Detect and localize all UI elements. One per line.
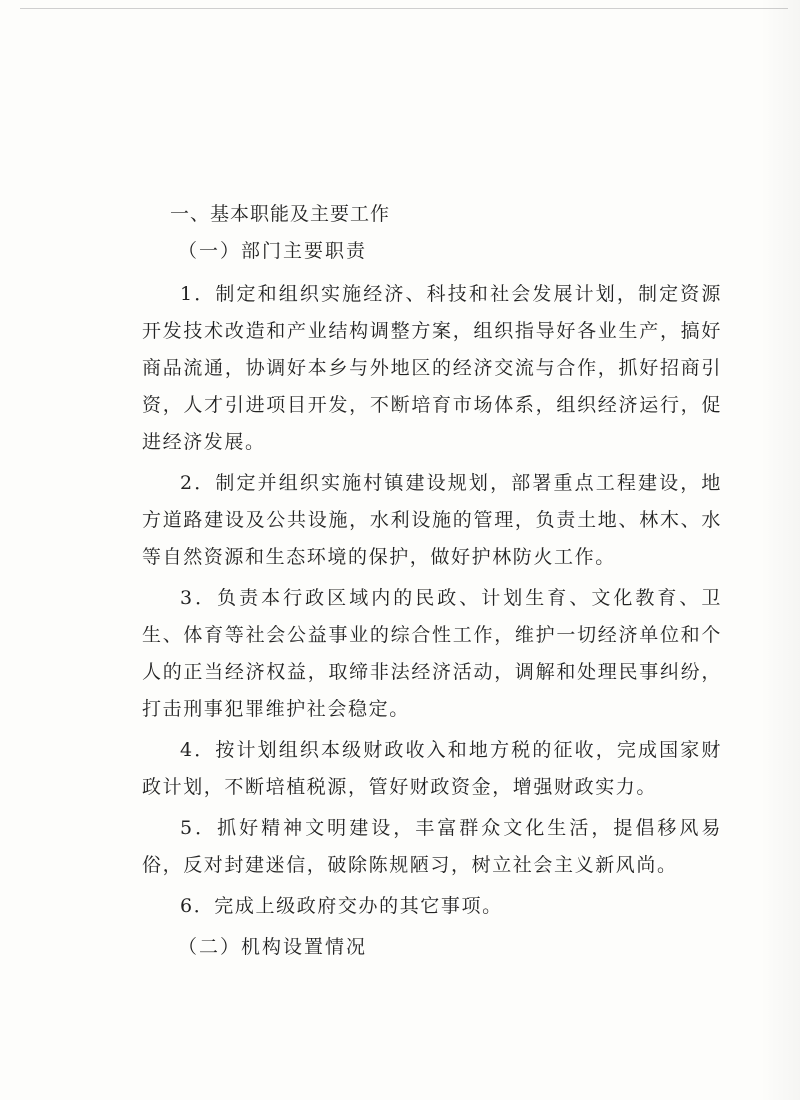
duty-paragraph-2: 2．制定并组织实施村镇建设规划，部署重点工程建设，地方道路建设及公共设施，水利设施的管理，负责土地、林木、水等自然资源和生态环境的保护，做好护林防火工作。 — [142, 472, 722, 568]
duty-paragraph-6: 6．完成上级政府交办的其它事项。 — [180, 895, 503, 917]
scan-edge-shadow — [760, 0, 800, 1100]
document-body — [142, 198, 722, 963]
subsection-heading-duties: （一）部门主要职责 — [178, 240, 368, 262]
scan-top-edge — [20, 8, 788, 9]
duty-paragraph-5: 5．抓好精神文明建设，丰富群众文化生活，提倡移风易俗，反对封建迷信，破除陈规陋习，树立社会主义新风尚。 — [142, 817, 722, 876]
subsection-heading-organization: （二）机构设置情况 — [178, 936, 368, 958]
duty-paragraph-1: 1．制定和组织实施经济、科技和社会发展计划，制定资源开发技术改造和产业结构调整方案，组织指导好各业生产，搞好商品流通，协调好本乡与外地区的经济交流与合作，抓好招商引资，人才引进项目开发，不断培育市场体系，组织经济运行，促进经济发展。 — [142, 283, 722, 453]
duty-paragraph-4: 4．按计划组织本级财政收入和地方税的征收，完成国家财政计划，不断培植税源，管好财政资金，增强财政实力。 — [142, 739, 722, 798]
duty-paragraph-3: 3．负责本行政区域内的民政、计划生育、文化教育、卫生、体育等社会公益事业的综合性工作，维护一切经济单位和个人的正当经济权益，取缔非法经济活动，调解和处理民事纠纷，打击刑事犯罪维护社会稳定。 — [142, 587, 722, 720]
section-heading: 一、基本职能及主要工作 — [170, 203, 391, 225]
